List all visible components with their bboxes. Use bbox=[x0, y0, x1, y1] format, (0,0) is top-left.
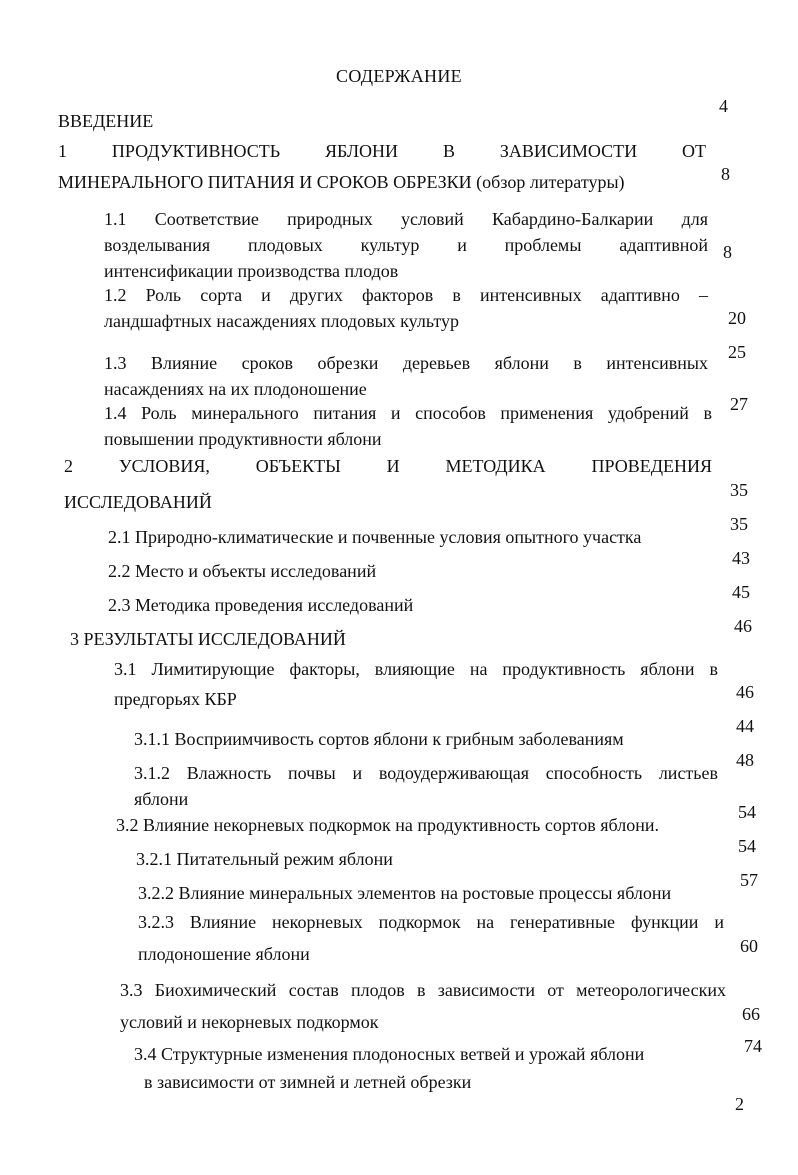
toc-entry-3-2-1: 3.2.1 Питательный режим яблони bbox=[136, 849, 393, 869]
toc-page-number: 8 bbox=[721, 164, 730, 184]
toc-page-number: 35 bbox=[730, 514, 748, 534]
toc-entry-2-3: 2.3 Методика проведения исследований bbox=[108, 595, 414, 615]
toc-entry-3-2-2: 3.2.2 Влияние минеральных элементов на ростовые процессы яблони bbox=[138, 883, 672, 903]
toc-entry-3-2-3: 3.2.3 Влияние некорневых подкормок на генеративные функции и плодоношение яблони bbox=[138, 912, 724, 964]
toc-entry-3-2: 3.2 Влияние некорневых подкормок на продуктивность сортов яблони. bbox=[116, 815, 659, 835]
toc-page-number: 54 bbox=[738, 836, 756, 856]
toc-entry-3-4: 3.4 Структурные изменения плодоносных ветвей и урожай яблони в зависимости от зимней и летней обрезки bbox=[134, 1044, 645, 1092]
toc-page-number: 43 bbox=[732, 548, 750, 568]
toc-entry-chapter-2: 2 УСЛОВИЯ, ОБЪЕКТЫ И МЕТОДИКА ПРОВЕДЕНИЯ ИССЛЕДОВАНИЙ bbox=[64, 456, 712, 512]
toc-page-number: 20 bbox=[728, 308, 746, 328]
toc-entry-3-1-2: 3.1.2 Влажность почвы и водоудерживающая способность листьев яблони bbox=[134, 763, 718, 809]
toc-page-number: 48 bbox=[736, 750, 754, 770]
toc-entry-introduction: ВВЕДЕНИЕ bbox=[58, 111, 154, 131]
footer-page-number: 2 bbox=[735, 1094, 744, 1114]
toc-entry-2-1: 2.1 Природно-климатические и почвенные условия опытного участка bbox=[108, 527, 642, 547]
toc-page-number: 45 bbox=[732, 582, 750, 602]
toc-entry-1-3: 1.3 Влияние сроков обрезки деревьев яблони в интенсивных насаждениях на их плодоношение bbox=[104, 353, 708, 399]
page-title: СОДЕРЖАНИЕ bbox=[336, 66, 462, 86]
toc-page-number: 60 bbox=[740, 936, 758, 956]
toc-page-number: 35 bbox=[730, 480, 748, 500]
toc-page-number: 44 bbox=[736, 716, 754, 736]
toc-entry-chapter-1: 1 ПРОДУКТИВНОСТЬ ЯБЛОНИ В ЗАВИСИМОСТИ ОТ МИНЕРАЛЬНОГО ПИТАНИЯ И СРОКОВ ОБРЕЗКИ (обзор литературы) bbox=[58, 141, 706, 192]
toc-page-number: 8 bbox=[723, 242, 732, 262]
toc-page-number: 46 bbox=[736, 682, 754, 702]
toc-page-number: 57 bbox=[740, 870, 758, 890]
toc-entry-1-2: 1.2 Роль сорта и других факторов в интенсивных адаптивно – ландшафтных насаждениях плодовых культур bbox=[104, 285, 708, 331]
toc-entry-3-1-1: 3.1.1 Восприимчивость сортов яблони к грибным заболеваниям bbox=[134, 729, 624, 749]
toc-entry-3-1: 3.1 Лимитирующие факторы, влияющие на продуктивность яблони в предгорьях КБР bbox=[114, 659, 718, 709]
toc-entry-3-3: 3.3 Биохимический состав плодов в зависимости от метеорологических условий и некорневых подкормок bbox=[120, 980, 726, 1032]
toc-entry-1-1: 1.1 Соответствие природных условий Кабардино-Балкарии для возделывания плодовых культур и проблемы адаптивной интенсификации производства плодов bbox=[104, 209, 708, 281]
toc-entry-chapter-3: 3 РЕЗУЛЬТАТЫ ИССЛЕДОВАНИЙ bbox=[70, 629, 346, 649]
toc-page-number: 46 bbox=[734, 616, 752, 636]
toc-page-number: 27 bbox=[730, 394, 748, 414]
toc-page-number: 4 bbox=[719, 96, 728, 116]
toc-page-number: 74 bbox=[744, 1036, 762, 1056]
toc-entry-2-2: 2.2 Место и объекты исследований bbox=[108, 561, 377, 581]
toc-page-number: 25 bbox=[728, 342, 746, 362]
toc-page-number: 54 bbox=[738, 802, 756, 822]
toc-entry-1-4: 1.4 Роль минерального питания и способов применения удобрений в повышении продуктивности яблони bbox=[104, 403, 712, 449]
toc-page-number: 66 bbox=[742, 1004, 760, 1024]
